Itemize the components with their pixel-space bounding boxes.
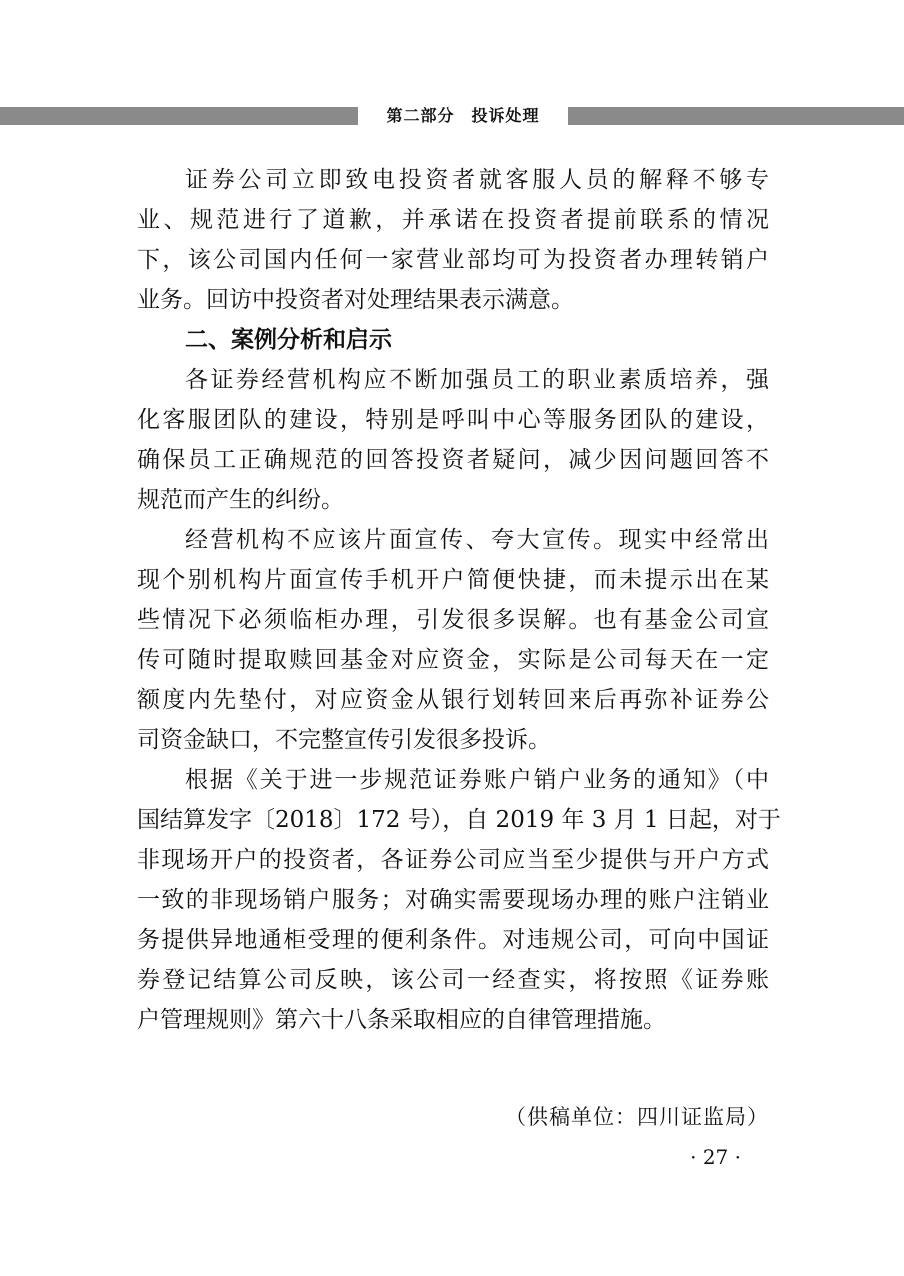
text-line: 些情况下必须临柜办理，引发很多误解。也有基金公司宣 — [137, 607, 769, 633]
text-line: 券登记结算公司反映，该公司一经查实，将按照《证券账 — [137, 967, 769, 993]
text-line: 额度内先垫付，对应资金从银行划转回来后再弥补证券公 — [137, 687, 769, 713]
text-line: 规范而产生的纠纷。 — [137, 487, 344, 513]
text-line: 务提供异地通柜受理的便利条件。对违规公司，可向中国证 — [137, 927, 769, 953]
text-line: 传可随时提取赎回基金对应资金，实际是公司每天在一定 — [137, 647, 769, 673]
source-credit: （供稿单位：四川证监局） — [505, 1105, 769, 1129]
section-heading: 二、案例分析和启示 — [185, 327, 392, 353]
text-line: 一致的非现场销户服务；对确实需要现场办理的账户注销业 — [137, 887, 769, 913]
body-text — [137, 160, 781, 1040]
text-line: 业务。回访中投资者对处理结果表示满意。 — [137, 287, 574, 313]
header-rule-right — [568, 107, 904, 125]
text-line: 化客服团队的建设，特别是呼叫中心等服务团队的建设， — [137, 407, 769, 433]
text-line: 户管理规则》第六十八条采取相应的自律管理措施。 — [137, 1007, 666, 1033]
text-line: 现个别机构片面宣传手机开户简便快捷，而未提示出在某 — [137, 567, 769, 593]
page-number: · 27 · — [690, 1145, 741, 1169]
text-line: 非现场开户的投资者，各证券公司应当至少提供与开户方式 — [137, 847, 769, 873]
text-line: 国结算发字〔2018〕172 号），自 2019 年 3 月 1 日起，对于 — [137, 807, 781, 833]
text-line: 业、规范进行了道歉，并承诺在投资者提前联系的情况 — [137, 207, 769, 233]
header-rule-left — [0, 107, 358, 125]
text-line: 确保员工正确规范的回答投资者疑问，减少因问题回答不 — [137, 447, 769, 473]
text-line: 根据《关于进一步规范证券账户销户业务的通知》（中 — [185, 767, 769, 793]
text-line: 各证券经营机构应不断加强员工的职业素质培养，强 — [185, 367, 769, 393]
text-line: 司资金缺口，不完整宣传引发很多投诉。 — [137, 727, 551, 753]
text-line: 证券公司立即致电投资者就客服人员的解释不够专 — [185, 167, 769, 193]
text-line: 经营机构不应该片面宣传、夸大宣传。现实中经常出 — [185, 527, 769, 553]
text-line: 下，该公司国内任何一家营业部均可为投资者办理转销户 — [137, 247, 769, 273]
running-header-title: 第二部分 投诉处理 — [386, 106, 540, 125]
